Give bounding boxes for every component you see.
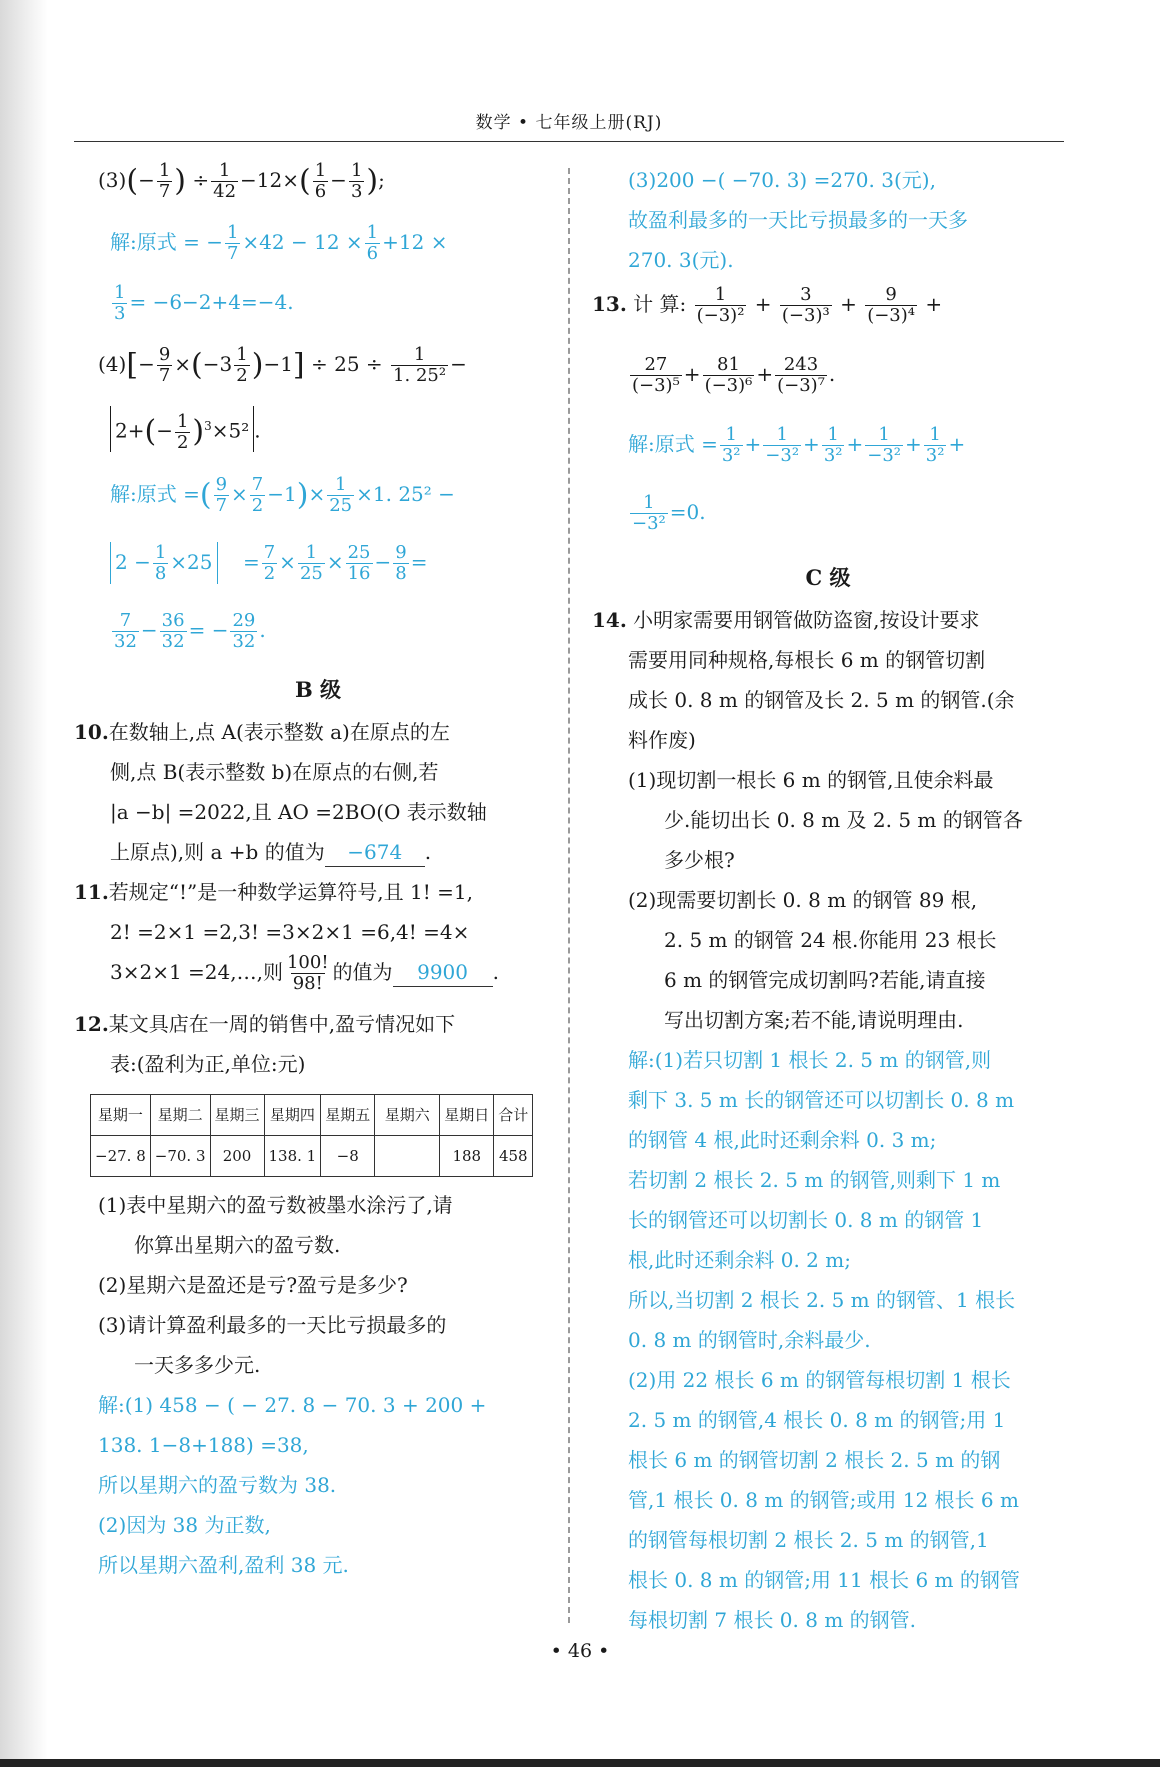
table-header-cell: 合计: [494, 1095, 533, 1136]
q14-solution-line2: 剩下 3. 5 m 长的钢管还可以切割长 0. 8 m: [628, 1088, 1015, 1112]
q14-solution-line12: 管,1 根长 0. 8 m 的钢管;或用 12 根长 6 m: [628, 1488, 1019, 1512]
q12-part1-line2: 你算出星期六的盈亏数.: [134, 1233, 341, 1257]
fraction: $\frac{1}{42}$: [213, 160, 237, 202]
q14-solution-line3: 的钢管 4 根,此时还剩余料 0. 3 m;: [628, 1128, 937, 1152]
q14-line4: 料作废): [628, 728, 696, 752]
table-cell: 138. 1: [264, 1136, 321, 1177]
q12-solution-line8: 270. 3(元).: [628, 248, 734, 272]
q13-expression-line1: 13. 计 算: $\frac{1}{\text{(−3)²}}$ + $\frac{3}{\text{(−3)³}}$ + $\frac{9}{\text{(−3)⁴}}$ +: [592, 284, 943, 326]
q12-solution-line3: 所以星期六的盈亏数为 38.: [98, 1473, 337, 1497]
q10-line2: 侧,点 B(表示整数 b)在原点的右侧,若: [110, 760, 439, 784]
q14-part1-line2: 少.能切出长 0. 8 m 及 2. 5 m 的钢管各: [664, 808, 1023, 832]
table-header-cell: 星期二: [150, 1095, 210, 1136]
q12-part3-line1: (3)请计算盈利最多的一天比亏损最多的: [98, 1313, 447, 1337]
q9-4-expression-line1: (4)[− $\frac{9}{7}$ ×(−3 $\frac{1}{2}$ )−1] ÷ 25 ÷ $\frac{1}{\text{1. 25²}}$ −: [98, 344, 467, 386]
q14-solution-line7: 所以,当切割 2 根长 2. 5 m 的钢管、1 根长: [628, 1288, 1016, 1312]
bottom-bar: [0, 1759, 1160, 1767]
q14-solution-line10: 2. 5 m 的钢管,4 根长 0. 8 m 的钢管;用 1: [628, 1408, 1006, 1432]
q14-part2-line3: 6 m 的钢管完成切割吗?若能,请直接: [664, 968, 986, 992]
fraction: $\frac{1}{6}$: [314, 160, 327, 202]
q13-expression-line2: $\frac{27}{\text{(−3)⁵}}$ + $\frac{81}{\text{(−3)⁶}}$ + $\frac{243}{\text{(−3)⁷}}$ .: [632, 354, 836, 396]
table-cell: 188: [440, 1136, 494, 1177]
table-header-row: [91, 1095, 533, 1136]
table-cell: −27. 8: [91, 1136, 151, 1177]
q12-line2: 表:(盈利为正,单位:元): [110, 1052, 306, 1076]
q10-answer-blank: −674: [325, 838, 425, 867]
q11-line2: 2! =2×1 =2,3! =3×2×1 =6,4! =4×: [110, 920, 470, 944]
left-column: [74, 160, 562, 1585]
table-header-cell: 星期五: [321, 1095, 375, 1136]
table-header-cell: 星期三: [210, 1095, 264, 1136]
q9-4-solution-line1: 解:原式 =( $\frac{9}{7}$ × $\frac{7}{2}$ −1)× $\frac{1}{25}$ ×1. 25² −: [110, 474, 455, 516]
q14-solution-line11: 根长 6 m 的钢管切割 2 根长 2. 5 m 的钢: [628, 1448, 1001, 1472]
q12-part3-line2: 一天多多少元.: [134, 1353, 261, 1377]
q14-solution-line9: (2)用 22 根长 6 m 的钢管每根切割 1 根长: [628, 1368, 1011, 1392]
q12-solution-line1: 解:(1) 458 − ( − 27. 8 − 70. 3 + 200 +: [98, 1393, 487, 1417]
level-b-heading: B 级: [294, 677, 342, 702]
q10-line3: |a −b| =2022,且 AO =2BO(O 表示数轴: [110, 800, 487, 824]
fraction: $\frac{1}{3}$: [350, 160, 363, 202]
table-header-cell: 星期四: [264, 1095, 321, 1136]
q9-3-expression: (3)(− $\frac{1}{7}$ ) ÷ $\frac{1}{42}$ −12×( $\frac{1}{6}$ − $\frac{1}{3}$ );: [98, 160, 385, 202]
sales-table: [90, 1094, 533, 1177]
right-column: [592, 160, 1064, 1640]
q9-4-expression-line2: 2+(− $\frac{1}{2}$ )$^3$×5² .: [74, 406, 562, 468]
table-header-cell: 星期日: [440, 1095, 494, 1136]
q14-solution-line13: 的钢管每根切割 2 根长 2. 5 m 的钢管,1: [628, 1528, 989, 1552]
q9-4-solution-line2: 2 − $\frac{1}{8}$ ×25 = $\frac{7}{2}$ × $\frac{1}{25}$ × $\frac{25}{16}$ − $\frac{9}{8}$ =: [74, 542, 562, 604]
q14-solution-line4: 若切割 2 根长 2. 5 m 的钢管,则剩下 1 m: [628, 1168, 1001, 1192]
q12-line1: 12.某文具店在一周的销售中,盈亏情况如下: [74, 1012, 456, 1036]
q14-solution-line8: 0. 8 m 的钢管时,余料最少.: [628, 1328, 871, 1352]
q13-solution-line1: 解:原式 = $\frac{1}{\text{3²}}$ + $\frac{1}{\text{−3²}}$ + $\frac{1}{\text{3²}}$ + $\frac{1}{\text{−3²}}$ + $\frac{1}{\text{3²}}$ +: [628, 424, 966, 466]
level-c-heading: C 级: [805, 565, 851, 590]
table-cell-smudged: [375, 1136, 440, 1177]
table-header-cell: 星期六: [375, 1095, 440, 1136]
q14-solution-line6: 根,此时还剩余料 0. 2 m;: [628, 1248, 851, 1272]
q14-solution-line15: 每根切割 7 根长 0. 8 m 的钢管.: [628, 1608, 916, 1632]
q14-part1-line1: (1)现切割一根长 6 m 的钢管,且使余料最: [628, 768, 994, 792]
q12-solution-line6: (3)200 −( −70. 3) =270. 3(元),: [628, 168, 936, 192]
q14-part1-line3: 多少根?: [664, 848, 735, 872]
q12-part1-line1: (1)表中星期六的盈亏数被墨水涂污了,请: [98, 1193, 453, 1217]
table-cell: 458: [494, 1136, 533, 1177]
q9-3-solution-line1: 解:原式 = − $\frac{1}{7}$ ×42 − 12 × $\frac{1}{6}$ +12 ×: [110, 222, 448, 264]
table-cell: −70. 3: [150, 1136, 210, 1177]
q13-solution-line2: $\frac{1}{\text{−3²}}$ =0.: [632, 492, 706, 534]
header-rule: [74, 141, 1064, 142]
q14-solution-line1: 解:(1)若只切割 1 根长 2. 5 m 的钢管,则: [628, 1048, 992, 1072]
q11-line1: 11.若规定“!”是一种数学运算符号,且 1! =1,: [74, 880, 473, 904]
q10-line4: 上原点),则 a +b 的值为 −674 .: [74, 832, 562, 872]
q12-solution-line2: 138. 1−8+188) =38,: [98, 1433, 309, 1457]
table-header-cell: 星期一: [91, 1095, 151, 1136]
q14-line1: 14. 小明家需要用钢管做防盗窗,按设计要求: [592, 608, 980, 632]
q14-solution-line14: 根长 0. 8 m 的钢管;用 11 根长 6 m 的钢管: [628, 1568, 1020, 1592]
q10-line1: 10.在数轴上,点 A(表示整数 a)在原点的左: [74, 720, 450, 744]
fraction: $\frac{1}{7}$: [158, 160, 171, 202]
running-header: 数学 • 七年级上册(RJ): [475, 113, 663, 133]
q9-4-solution-line3: $\frac{7}{32}$ − $\frac{36}{32}$ = − $\frac{29}{32}$ .: [114, 610, 266, 652]
q12-solution-line4: (2)因为 38 为正数,: [98, 1513, 271, 1537]
q12-solution-line7: 故盈利最多的一天比亏损最多的一天多: [628, 208, 968, 232]
q11-answer-blank: 9900: [393, 958, 493, 987]
q14-line2: 需要用同种规格,每根长 6 m 的钢管切割: [628, 648, 986, 672]
column-divider: [568, 168, 570, 1623]
absolute-value: 2+(− $\frac{1}{2}$ )$^3$×5²: [110, 406, 254, 452]
q12-solution-line5: 所以星期六盈利,盈利 38 元.: [98, 1553, 349, 1577]
q14-line3: 成长 0. 8 m 的钢管及长 2. 5 m 的钢管.(余: [628, 688, 1015, 712]
q12-part2: (2)星期六是盈还是亏?盈亏是多少?: [98, 1273, 408, 1297]
page-number: • 46 •: [550, 1640, 610, 1662]
q14-part2-line1: (2)现需要切割长 0. 8 m 的钢管 89 根,: [628, 888, 978, 912]
q14-part2-line2: 2. 5 m 的钢管 24 根.你能用 23 根长: [664, 928, 997, 952]
q9-3-solution-line2: $\frac{1}{3}$ = −6−2+4=−4.: [114, 282, 294, 324]
page-edge-shadow: [0, 0, 48, 1767]
q11-line3: 3×2×1 =24,…,则 $\frac{100!}{98!}$ 的值为 9900 .: [110, 952, 499, 994]
table-row: [91, 1136, 533, 1177]
table-cell: −8: [321, 1136, 375, 1177]
q14-solution-line5: 长的钢管还可以切割长 0. 8 m 的钢管 1: [628, 1208, 984, 1232]
q14-part2-line4: 写出切割方案;若不能,请说明理由.: [664, 1008, 964, 1032]
table-cell: 200: [210, 1136, 264, 1177]
